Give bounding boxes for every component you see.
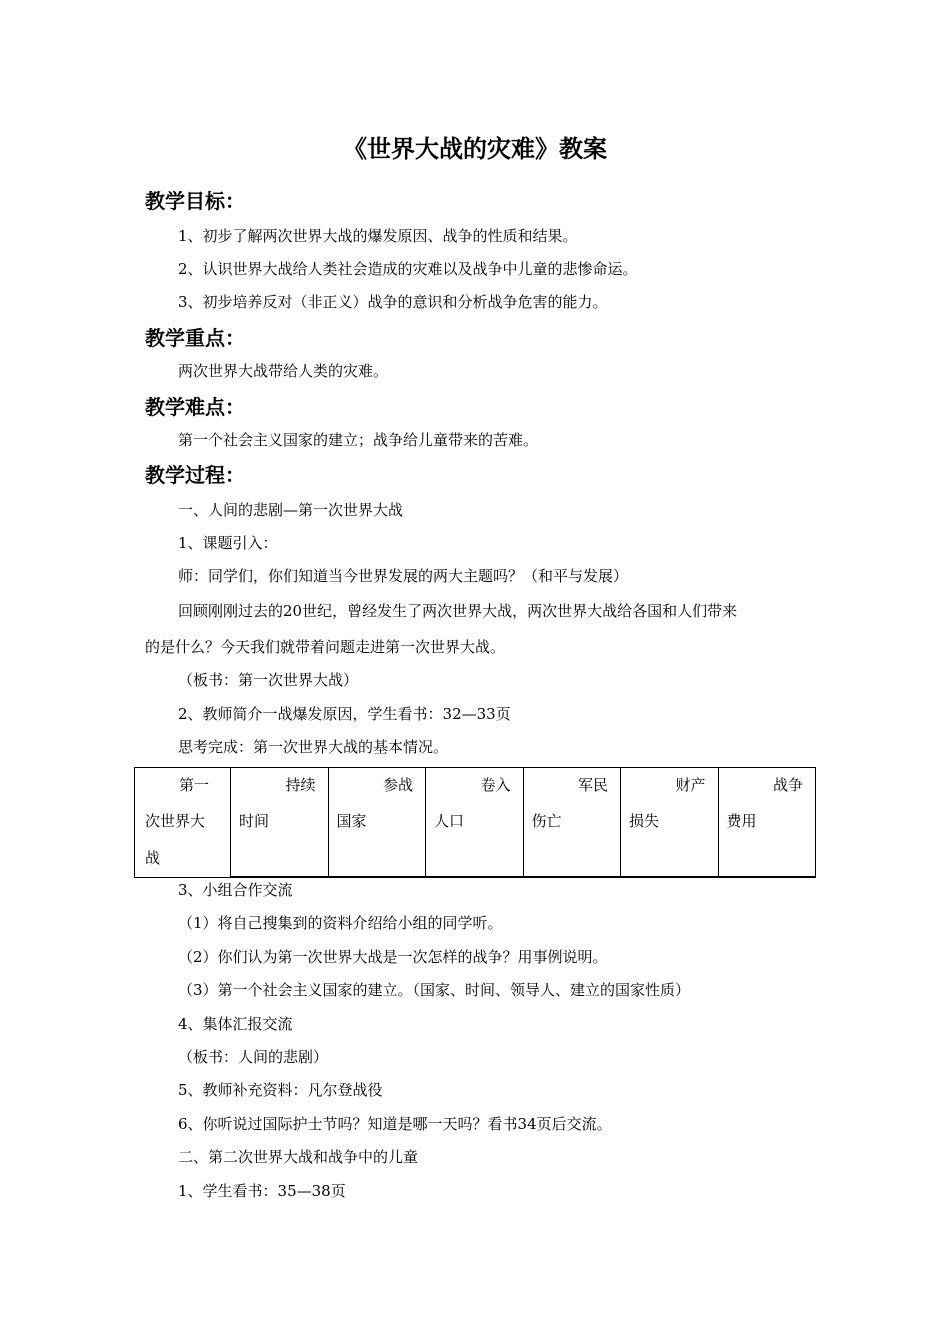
goal-item: 1、初步了解两次世界大战的爆发原因、战争的性质和结果。 bbox=[178, 227, 578, 245]
difficulty-text: 第一个社会主义国家的建立；战争给儿童带来的苦难。 bbox=[178, 431, 539, 449]
header-line: 财产 bbox=[675, 776, 706, 794]
header-line: 持续 bbox=[285, 776, 316, 794]
header-line: 国家 bbox=[336, 812, 367, 830]
process-line: 6、你听说过国际护士节吗？知道是哪一天吗？看书34页后交流。 bbox=[178, 1115, 612, 1133]
process-line: （板书：第一次世界大战） bbox=[178, 671, 359, 689]
empty-cell bbox=[718, 876, 816, 878]
ww1-info-table bbox=[134, 767, 816, 878]
process-line: 4、集体汇报交流 bbox=[178, 1015, 293, 1033]
header-line: 费用 bbox=[726, 812, 757, 830]
header-line: 时间 bbox=[239, 812, 270, 830]
column-header-countries bbox=[328, 768, 426, 877]
header-line: 人口 bbox=[434, 812, 465, 830]
column-header-property-loss bbox=[621, 768, 719, 877]
process-line: （2）你们认为第一次世界大战是一次怎样的战争？用事例说明。 bbox=[178, 948, 608, 966]
empty-cell bbox=[426, 876, 524, 878]
header-line: 卷入 bbox=[480, 776, 511, 794]
process-line: 回顾刚刚过去的20世纪，曾经发生了两次世界大战，两次世界大战给各国和人们带来 bbox=[178, 602, 738, 620]
row-header-line: 第一 bbox=[179, 776, 210, 794]
process-line: （3）第一个社会主义国家的建立。（国家、时间、领导人、建立的国家性质） bbox=[178, 981, 691, 999]
table-row bbox=[135, 768, 816, 877]
column-header-war-cost bbox=[718, 768, 816, 877]
row-header-line: 战 bbox=[145, 849, 161, 867]
focus-heading: 教学重点： bbox=[145, 326, 245, 350]
header-line: 损失 bbox=[629, 812, 660, 830]
process-line: 1、课题引入： bbox=[178, 534, 278, 552]
header-line: 伤亡 bbox=[531, 812, 562, 830]
focus-text: 两次世界大战带给人类的灾难。 bbox=[178, 362, 389, 380]
empty-cell bbox=[523, 876, 621, 878]
empty-cell bbox=[621, 876, 719, 878]
header-line: 军民 bbox=[577, 776, 608, 794]
row-header-line: 次世界大 bbox=[145, 812, 206, 830]
process-line: 二、第二次世界大战和战争中的儿童 bbox=[178, 1148, 419, 1166]
process-line: 的是什么？今天我们就带着问题走进第一次世界大战。 bbox=[145, 638, 506, 656]
process-line: 5、教师补充资料：凡尔登战役 bbox=[178, 1081, 383, 1099]
goal-item: 3、初步培养反对（非正义）战争的意识和分析战争危害的能力。 bbox=[178, 293, 608, 311]
process-line: （板书：人间的悲剧） bbox=[178, 1048, 329, 1066]
process-line: 1、学生看书：35—38页 bbox=[178, 1182, 346, 1200]
difficulty-heading: 教学难点： bbox=[145, 395, 245, 419]
goals-heading: 教学目标： bbox=[145, 189, 245, 213]
column-header-casualties bbox=[523, 768, 621, 877]
column-header-population bbox=[426, 768, 524, 877]
header-line: 战争 bbox=[772, 776, 803, 794]
table-row-header bbox=[135, 768, 231, 878]
empty-cell bbox=[231, 876, 329, 878]
header-line: 参战 bbox=[382, 776, 413, 794]
process-line: 3、小组合作交流 bbox=[178, 881, 293, 899]
process-line: 2、教师简介一战爆发原因，学生看书：32—33页 bbox=[178, 705, 511, 723]
process-line: （1）将自己搜集到的资料介绍给小组的同学听。 bbox=[178, 914, 503, 932]
process-line: 思考完成：第一次世界大战的基本情况。 bbox=[178, 738, 449, 756]
process-line: 师：同学们，你们知道当今世界发展的两大主题吗？（和平与发展） bbox=[178, 567, 629, 585]
column-header-duration bbox=[231, 768, 329, 877]
document-title: 《世界大战的灾难》教案 bbox=[343, 135, 607, 163]
process-heading: 教学过程： bbox=[145, 463, 245, 487]
empty-cell bbox=[328, 876, 426, 878]
table-row bbox=[135, 876, 816, 878]
process-line: 一、人间的悲剧—第一次世界大战 bbox=[178, 501, 404, 519]
goal-item: 2、认识世界大战给人类社会造成的灾难以及战争中儿童的悲惨命运。 bbox=[178, 260, 638, 278]
